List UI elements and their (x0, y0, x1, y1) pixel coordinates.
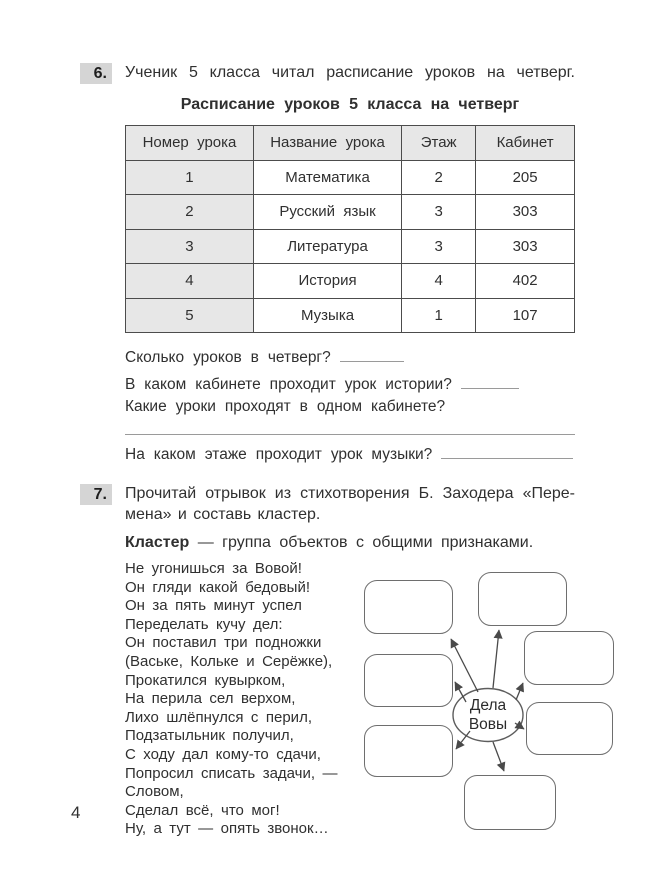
table-row (126, 160, 575, 195)
poem-line: (Ваське, Кольке и Серёжке), (125, 652, 333, 670)
poem-line: Лихо шлёпнулся с перил, (125, 708, 312, 726)
cluster-center-label: Дела Вовы (468, 696, 508, 733)
poem-line: Попросил списать задачи, — (125, 764, 338, 782)
page-number: 4 (71, 803, 81, 822)
poem-line: Он поставил три подножки (125, 634, 322, 652)
question-text: На каком этаже проходит урок музыки? (125, 446, 433, 463)
table-cell: 402 (476, 264, 575, 299)
table-cell: История (253, 264, 401, 299)
column-header-lesson-number: Номер урока (126, 126, 254, 161)
cluster-box (364, 654, 453, 707)
column-header-floor: Этаж (402, 126, 476, 161)
answer-line (461, 376, 519, 389)
table-cell: Русский язык (253, 195, 401, 230)
arrow-to-box-2 (493, 630, 499, 688)
schedule-table-title: Расписание уроков 5 класса на четверг (180, 96, 520, 113)
table-row (126, 229, 575, 264)
cluster-box (526, 702, 613, 755)
cluster-box (364, 580, 453, 634)
question-4 (125, 444, 575, 466)
table-cell: 3 (402, 229, 476, 264)
schedule-table (125, 125, 575, 333)
question-3 (125, 396, 575, 418)
table-cell: 4 (402, 264, 476, 299)
table-row (126, 195, 575, 230)
exercise-7 (80, 483, 575, 842)
definition-term: Кластер (125, 534, 190, 551)
cluster-diagram (352, 560, 620, 842)
question-1 (125, 347, 575, 369)
poem-line: Он за пять минут успел (125, 597, 302, 615)
table-cell: 107 (476, 298, 575, 333)
column-header-lesson-name: Название урока (253, 126, 401, 161)
poem-line: Прокатился кувырком, (125, 671, 286, 689)
table-cell: 3 (402, 195, 476, 230)
table-cell: 2 (402, 160, 476, 195)
table-cell: 3 (126, 229, 254, 264)
exercise-7-badge: 7. (80, 484, 112, 505)
poem (125, 560, 352, 842)
poem-line: Ну, а тут — опять звонок… (125, 820, 329, 838)
table-cell: 5 (126, 298, 254, 333)
table-row (126, 264, 575, 299)
table-cell: Музыка (253, 298, 401, 333)
question-2 (125, 374, 575, 396)
exercise-6-badge: 6. (80, 63, 112, 84)
table-header-row (126, 126, 575, 161)
arrow-to-box-1 (451, 639, 478, 692)
poem-line: Не угонишься за Вовой! (125, 560, 302, 577)
answer-line (125, 434, 575, 435)
poem-line: Словом, (125, 783, 184, 801)
cluster-box (364, 725, 453, 777)
cluster-box (464, 775, 556, 830)
column-header-room: Кабинет (476, 126, 575, 161)
table-cell: 1 (126, 160, 254, 195)
table-cell: 205 (476, 160, 575, 195)
poem-line: Сделал всё, что мог! (125, 801, 280, 819)
table-cell: 4 (126, 264, 254, 299)
questions-block (125, 347, 575, 466)
question-text: В каком кабинете проходит урок истории? (125, 376, 452, 393)
table-cell: 2 (126, 195, 254, 230)
poem-line: На перила сел верхом, (125, 690, 296, 708)
table-cell: 1 (402, 298, 476, 333)
exercise-6-intro: Ученик 5 класса читал расписание уроков на четверг. (125, 64, 575, 81)
exercise-6 (80, 62, 575, 466)
cluster-definition (125, 532, 575, 553)
question-text: Какие уроки проходят в одном кабинете? (125, 398, 446, 415)
definition-text: — группа объектов с общими признаками. (197, 534, 534, 551)
exercise-7-intro (125, 483, 575, 525)
question-text: Сколько уроков в четверг? (125, 349, 331, 366)
answer-line (441, 446, 573, 459)
table-cell: 303 (476, 229, 575, 264)
table-cell: 303 (476, 195, 575, 230)
cluster-box (478, 572, 567, 626)
table-cell: Литература (253, 229, 401, 264)
cluster-box (524, 631, 614, 685)
intro-line: мена» и составь кластер. (125, 506, 321, 523)
table-row (126, 298, 575, 333)
table-cell: Математика (253, 160, 401, 195)
poem-line: Подзатыльник получил, (125, 727, 294, 745)
answer-line (340, 349, 404, 362)
poem-line: Он гляди какой бедовый! (125, 578, 311, 596)
arrow-to-box-7 (493, 742, 504, 771)
poem-line: Переделать кучу дел: (125, 615, 283, 633)
poem-line: С ходу дал кому-то сдачи, (125, 745, 321, 763)
intro-line: Прочитай отрывок из стихотворения Б. Заходера «Пере- (125, 485, 575, 502)
